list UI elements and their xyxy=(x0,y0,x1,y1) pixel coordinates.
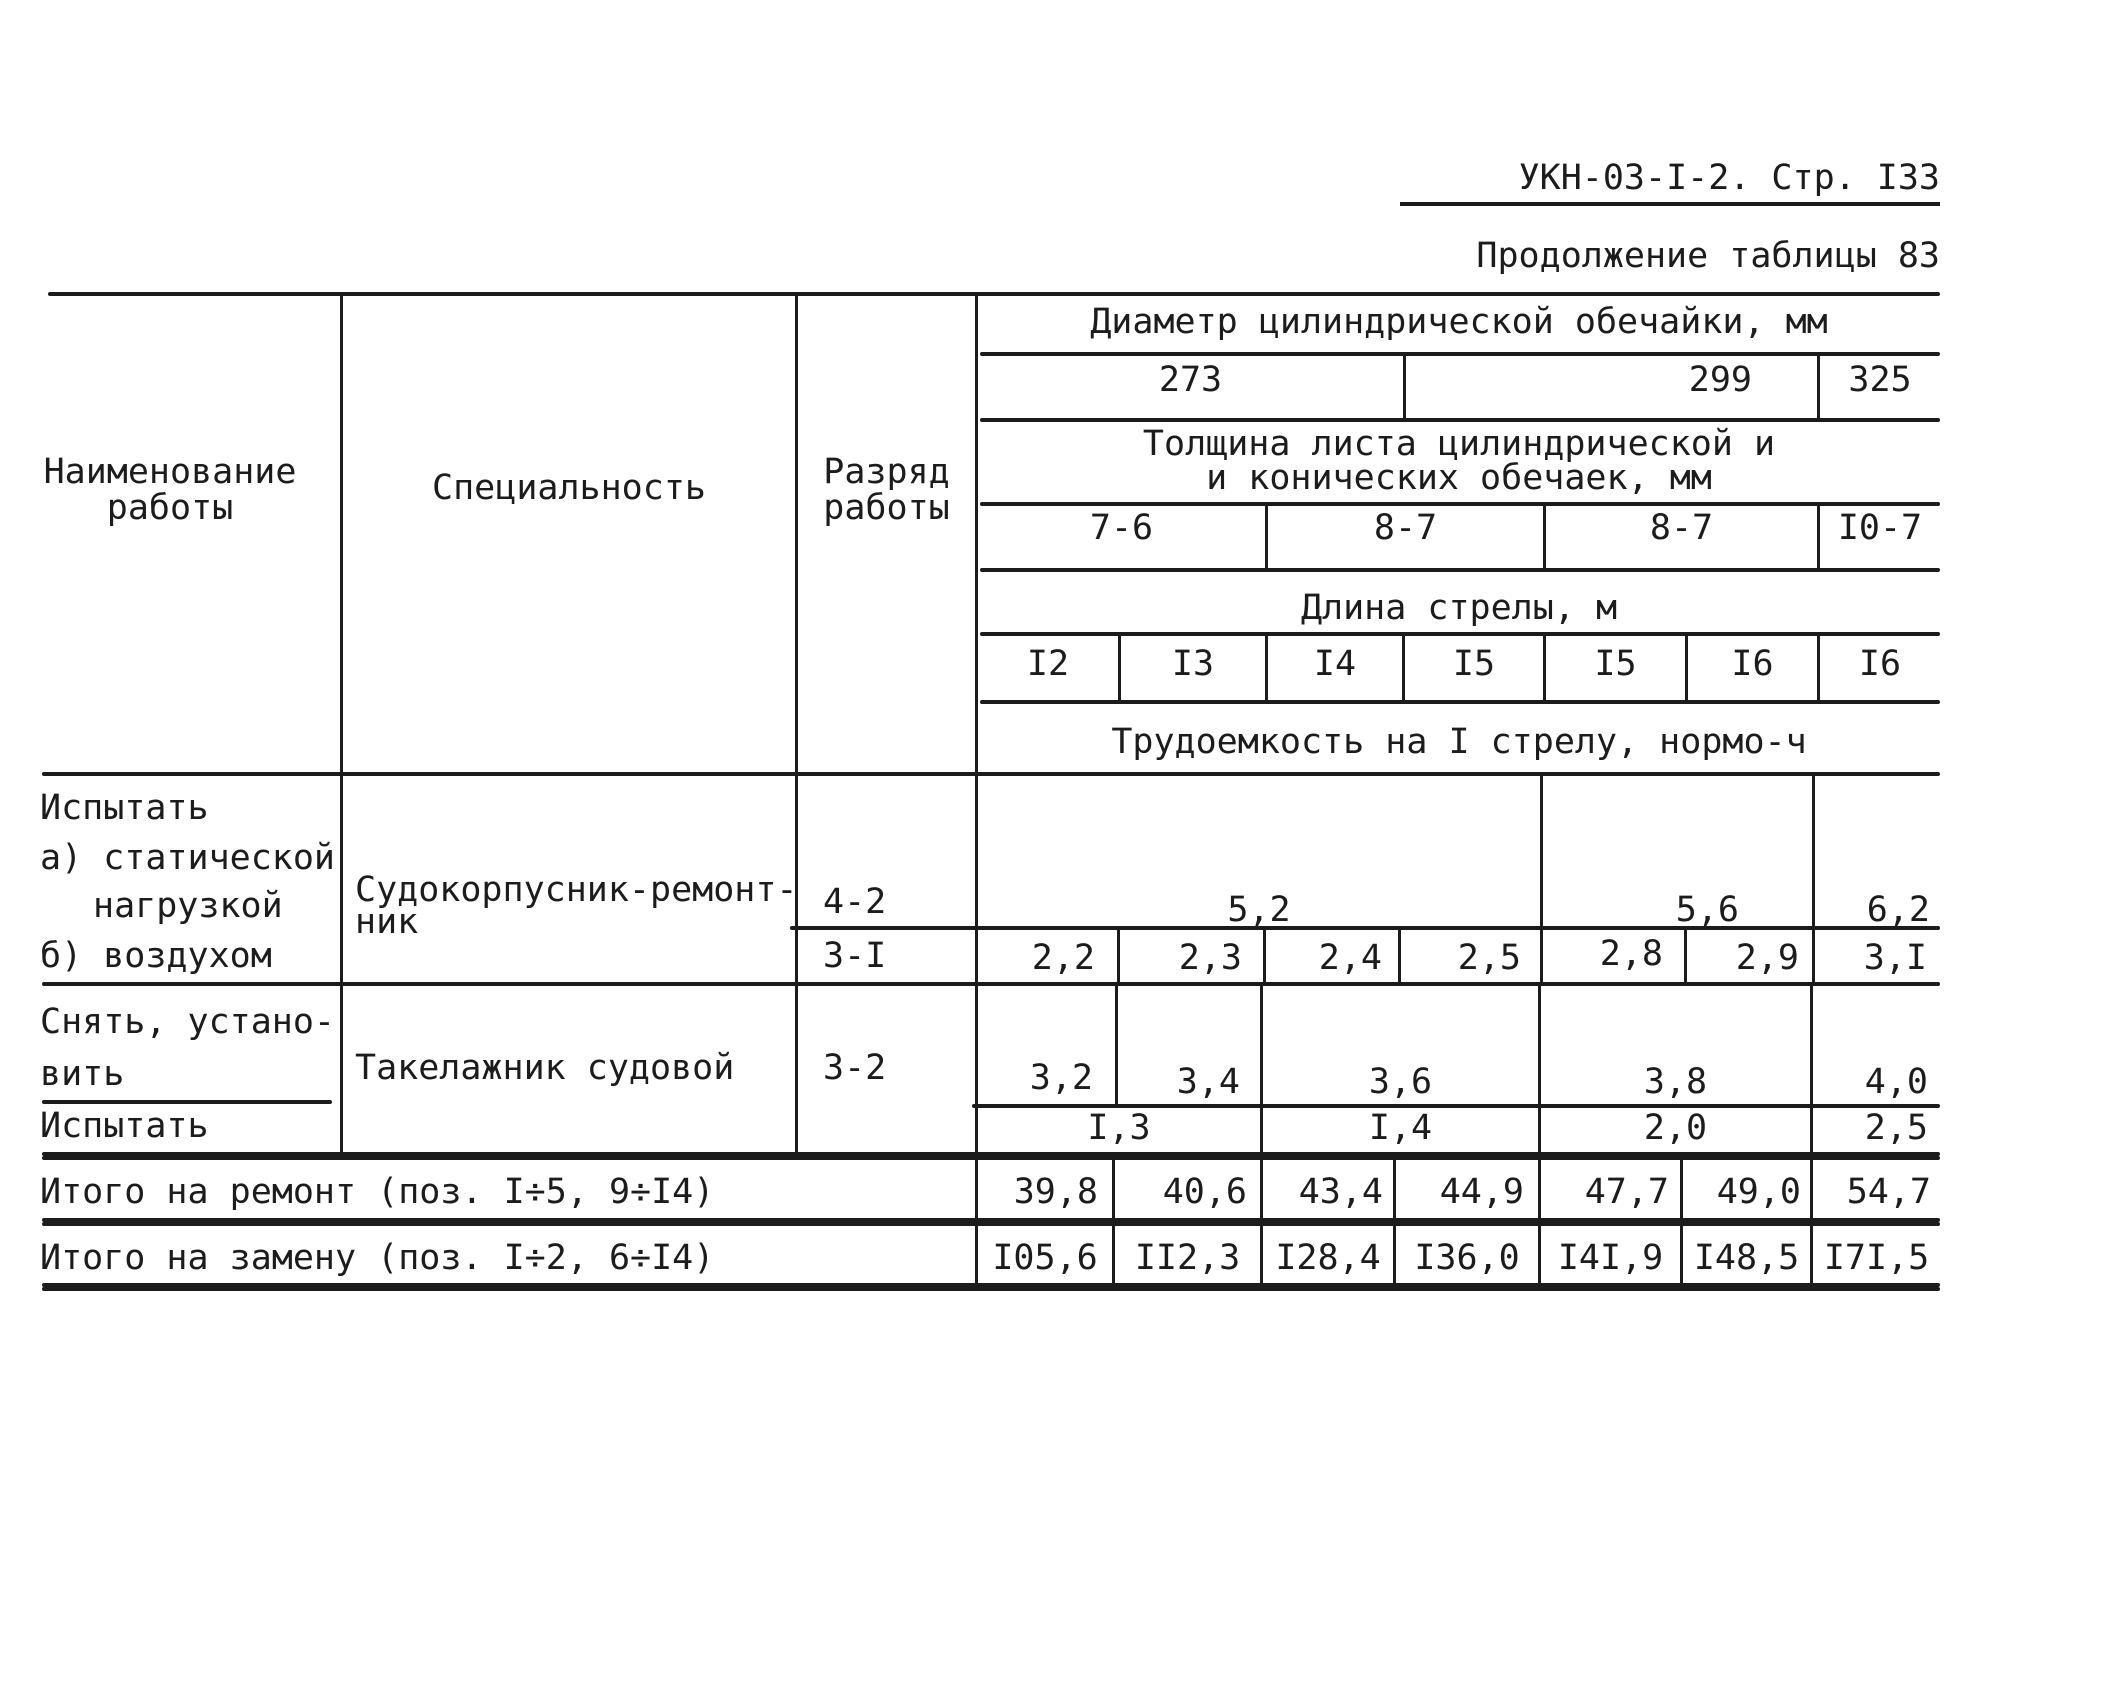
b1-specialty-line1: Судокорпусник-ремонт- xyxy=(355,870,798,910)
header-thickness-line1: Толщина листа цилиндрической и xyxy=(1142,424,1776,464)
b1-value-b: 2,2 xyxy=(1031,938,1095,978)
table-continuation: Продолжение таблицы 83 xyxy=(1476,236,1940,276)
b2-value-b: 2,5 xyxy=(1864,1108,1928,1148)
rule-block1-bottom xyxy=(42,982,1940,986)
b1-value-b: 2,9 xyxy=(1735,938,1799,978)
b2-specialty: Такелажник судовой xyxy=(355,1048,735,1088)
table-top-rule xyxy=(48,292,1940,296)
header-length-7: I6 xyxy=(1858,644,1902,684)
col-divider-specialty xyxy=(795,292,798,1152)
total-repair-value: 43,4 xyxy=(1298,1172,1383,1212)
b1-value-a: 5,2 xyxy=(1227,890,1291,930)
rule-boom-values xyxy=(980,700,1940,704)
b2-value-a: 3,4 xyxy=(1176,1062,1240,1102)
header-work-line2: работы xyxy=(106,488,234,528)
header-work-line1: Наименование xyxy=(43,452,297,492)
b1-work-line3: нагрузкой xyxy=(93,886,283,926)
header-thickness-1: 7-6 xyxy=(1089,508,1154,548)
b1-value-b: 2,4 xyxy=(1318,938,1382,978)
b2-value-a: 3,6 xyxy=(1368,1062,1433,1102)
rule-block2-work-split xyxy=(42,1100,332,1104)
b1-value-a: 5,6 xyxy=(1675,890,1739,930)
total-replace-value: I36,0 xyxy=(1414,1238,1520,1278)
b2-work-b: Испытать xyxy=(40,1106,209,1146)
b1-grade-b: 3-I xyxy=(823,936,887,976)
rule-diameter xyxy=(980,352,1940,356)
total-replace-value: I4I,9 xyxy=(1557,1238,1664,1278)
header-boom: Длина стрелы, м xyxy=(1300,588,1618,628)
total-replace-label: Итого на замену (поз. I÷2, 6÷I4) xyxy=(40,1238,715,1278)
b1-specialty-line2: ник xyxy=(355,902,419,942)
b1-value-a: 6,2 xyxy=(1866,890,1930,930)
b2-work-a-line1: Снять, устано- xyxy=(40,1002,336,1042)
header-grade-line1: Разряд xyxy=(823,452,950,492)
header-labor: Трудоемкость на I стрелу, нормо-ч xyxy=(1111,722,1807,762)
header-length-4: I5 xyxy=(1452,644,1496,684)
header-specialty: Специальность xyxy=(432,468,706,508)
b1-work-line4: б) воздухом xyxy=(40,936,272,976)
header-length-1: I2 xyxy=(1026,644,1070,684)
header-length-3: I4 xyxy=(1313,644,1357,684)
total-replace-value: I7I,5 xyxy=(1823,1238,1930,1278)
total-repair-value: 49,0 xyxy=(1716,1172,1801,1212)
b2-work-a-line2: вить xyxy=(40,1054,125,1094)
total-repair-label: Итого на ремонт (поз. I÷5, 9÷I4) xyxy=(40,1172,715,1212)
header-diameter-273: 273 xyxy=(1158,360,1223,400)
b2-value-b: I,4 xyxy=(1368,1108,1433,1148)
header-thickness-line2: и конических обечаек, мм xyxy=(1206,458,1712,498)
rule-total1-bottom-double xyxy=(42,1222,1940,1226)
b2-value-a: 3,2 xyxy=(1029,1058,1093,1098)
header-grade-line2: работы xyxy=(823,488,950,528)
b1-grade-a: 4-2 xyxy=(823,882,887,922)
total-replace-value: I28,4 xyxy=(1275,1238,1381,1278)
b2-value-a: 3,8 xyxy=(1643,1062,1708,1102)
header-thickness-2: 8-7 xyxy=(1373,508,1438,548)
total-repair-value: 39,8 xyxy=(1013,1172,1098,1212)
b2-grade: 3-2 xyxy=(823,1048,887,1088)
header-length-6: I6 xyxy=(1731,644,1774,684)
header-thickness-4: I0-7 xyxy=(1837,508,1923,548)
total-repair-value: 47,7 xyxy=(1584,1172,1669,1212)
rule-thickness xyxy=(980,502,1940,506)
rule-thickness-values xyxy=(980,568,1940,572)
header-thickness-3: 8-7 xyxy=(1649,508,1714,548)
rule-boom xyxy=(980,632,1940,636)
b1-value-b: 2,8 xyxy=(1599,934,1663,974)
b1-work-line1: Испытать xyxy=(40,788,209,828)
document-code: УКН-03-I-2. Стр. I33 xyxy=(1400,158,1940,206)
total-repair-value: 44,9 xyxy=(1439,1172,1524,1212)
total-replace-value: II2,3 xyxy=(1134,1238,1241,1278)
header-diameter-299: 299 xyxy=(1688,360,1752,400)
col-divider-work xyxy=(340,292,343,1152)
b1-value-b: 3,I xyxy=(1863,938,1927,978)
header-length-2: I3 xyxy=(1171,644,1215,684)
header-length-5: I5 xyxy=(1594,644,1637,684)
rule-block2-bottom-double xyxy=(42,1156,1940,1160)
b2-value-b: 2,0 xyxy=(1643,1108,1708,1148)
total-repair-value: 54,7 xyxy=(1846,1172,1931,1212)
table-bottom-rule-double xyxy=(42,1287,1940,1291)
total-repair-value: 40,6 xyxy=(1162,1172,1247,1212)
header-diameter-325: 325 xyxy=(1848,360,1912,400)
b1-value-b: 2,5 xyxy=(1457,938,1521,978)
total-replace-value: I05,6 xyxy=(992,1238,1098,1278)
rule-diameter-values xyxy=(980,418,1940,422)
b2-value-a: 4,0 xyxy=(1864,1062,1928,1102)
b2-value-b: I,3 xyxy=(1087,1108,1151,1148)
header-diameter: Диаметр цилиндрической обечайки, мм xyxy=(1090,302,1828,342)
header-bottom-rule xyxy=(42,772,1940,776)
b1-work-line2: а) статической xyxy=(40,838,336,878)
b1-value-b: 2,3 xyxy=(1178,938,1242,978)
total-replace-value: I48,5 xyxy=(1693,1238,1800,1278)
